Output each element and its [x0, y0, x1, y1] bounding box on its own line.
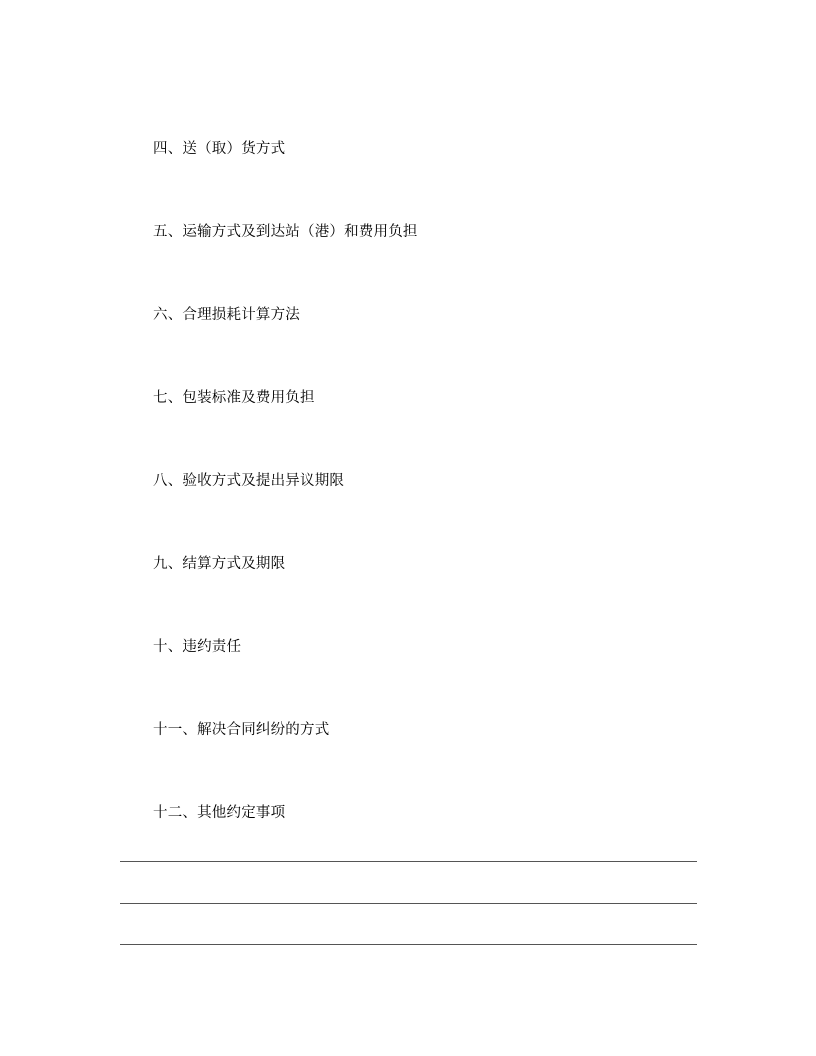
clause-delivery-method: 四、送（取）货方式	[153, 141, 286, 157]
clause-loss-calculation: 六、合理损耗计算方法	[153, 307, 300, 323]
blank-fill-line	[120, 944, 697, 945]
clause-breach-liability: 十、违约责任	[153, 639, 242, 655]
clause-packaging-standard: 七、包装标准及费用负担	[153, 390, 315, 406]
blank-fill-line	[120, 861, 697, 862]
clause-inspection-method: 八、验收方式及提出异议期限	[153, 473, 345, 489]
blank-fill-line	[120, 903, 697, 904]
clause-dispute-resolution: 十一、解决合同纠纷的方式	[153, 722, 330, 738]
clause-other-matters: 十二、其他约定事项	[153, 805, 286, 821]
clause-transport-method: 五、运输方式及到达站（港）和费用负担	[153, 224, 418, 240]
clause-settlement-method: 九、结算方式及期限	[153, 556, 286, 572]
